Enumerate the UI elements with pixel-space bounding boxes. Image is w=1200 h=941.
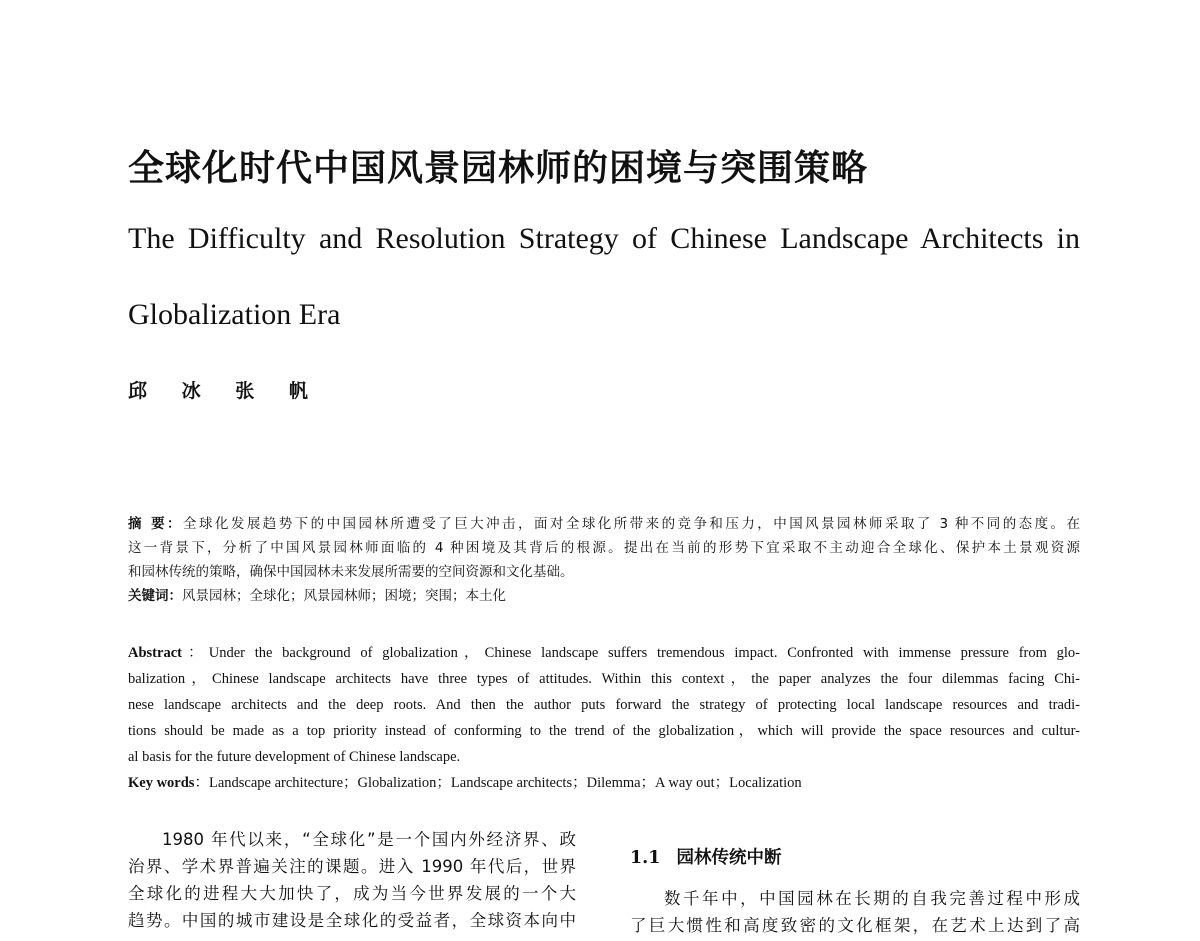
authors: 邱 冰 张 帆 — [128, 380, 322, 402]
abstract-cn-line-1 — [128, 512, 1080, 536]
english-title-line-1: The Difficulty and Resolution Strategy of Chinese Landscape Architects in — [128, 222, 1080, 255]
chinese-title: 全球化时代中国风景园林师的困境与突围策略 — [128, 147, 869, 189]
body-left-line-3: 全球化的进程大大加快了，成为当今世界发展的一个大 — [128, 884, 576, 903]
abstract-cn-line-2: 这一背景下，分析了中国风景园林师面临的 4 种困境及其背后的根源。提出在当前的形势下宜采取不主动迎合全球化、保护本土景观资源 — [128, 540, 1080, 556]
keywords-en-text: ：Landscape architecture；Globalization；Landscape architects；Dilemma；A way out；Localization — [194, 775, 802, 791]
abstract-en-line-5: al basis for the future development of Chinese landscape. — [128, 749, 461, 765]
section-heading-1-1 — [630, 844, 781, 869]
abstract-cn-label: 摘 要： — [128, 516, 184, 532]
abstract-cn-text: 全球化发展趋势下的中国园林所遭受了巨大冲击，面对全球化所带来的竞争和压力，中国风景园林师采取了 3 种不同的态度。在 — [183, 516, 1080, 532]
chinese-abstract — [128, 512, 1080, 608]
english-abstract — [128, 640, 1080, 796]
abstract-en-label: Abstract — [128, 645, 182, 661]
abstract-en-line-4: tions should be made as a top priority instead of conforming to the trend of the globalization，which will provide the space resources and cultur- — [128, 723, 1080, 739]
body-left-line-2: 治界、学术界普遍关注的课题。进入 1990 年代后，世界 — [128, 857, 576, 876]
body-left-line-4: 趋势。中国的城市建设是全球化的受益者，全球资本向中 — [128, 911, 576, 930]
keywords-cn — [128, 584, 1080, 608]
keywords-cn-text: 风景园林；全球化；风景园林师；困境；突围；本土化 — [182, 588, 506, 604]
abstract-en-line-2: balization，Chinese landscape architects have three types of attitudes. Within this context，the paper analyzes the four dilemmas facing Chi- — [128, 671, 1080, 687]
english-title-line-2: Globalization Era — [128, 298, 341, 331]
body-left-column — [128, 826, 576, 934]
abstract-en-line-3: nese landscape architects and the deep roots. And then the author puts forward the strategy of protecting local landscape resources and tradi- — [128, 697, 1080, 713]
keywords-en — [128, 770, 1080, 796]
keywords-cn-label: 关键词： — [128, 588, 182, 604]
abstract-en-line-1 — [128, 640, 1080, 666]
abstract-en-text: ：Under the background of globalization，Chinese landscape suffers tremendous impact. Confronted with immense pressure from glo- — [181, 645, 1080, 661]
body-right-line-1: 数千年中，中国园林在长期的自我完善过程中形成 — [664, 889, 1080, 908]
keywords-en-label: Key words — [128, 775, 195, 791]
section-title: 园林传统中断 — [676, 848, 782, 868]
body-left-line-1: 1980 年代以来，“全球化”是一个国内外经济界、政 — [162, 830, 576, 849]
body-right-line-2: 了巨大惯性和高度致密的文化框架，在艺术上达到了高 — [630, 916, 1080, 935]
body-right-column — [630, 885, 1080, 939]
abstract-cn-line-3: 和园林传统的策略，确保中国园林未来发展所需要的空间资源和文化基础。 — [128, 564, 574, 580]
section-number: 1.1 — [630, 848, 661, 868]
